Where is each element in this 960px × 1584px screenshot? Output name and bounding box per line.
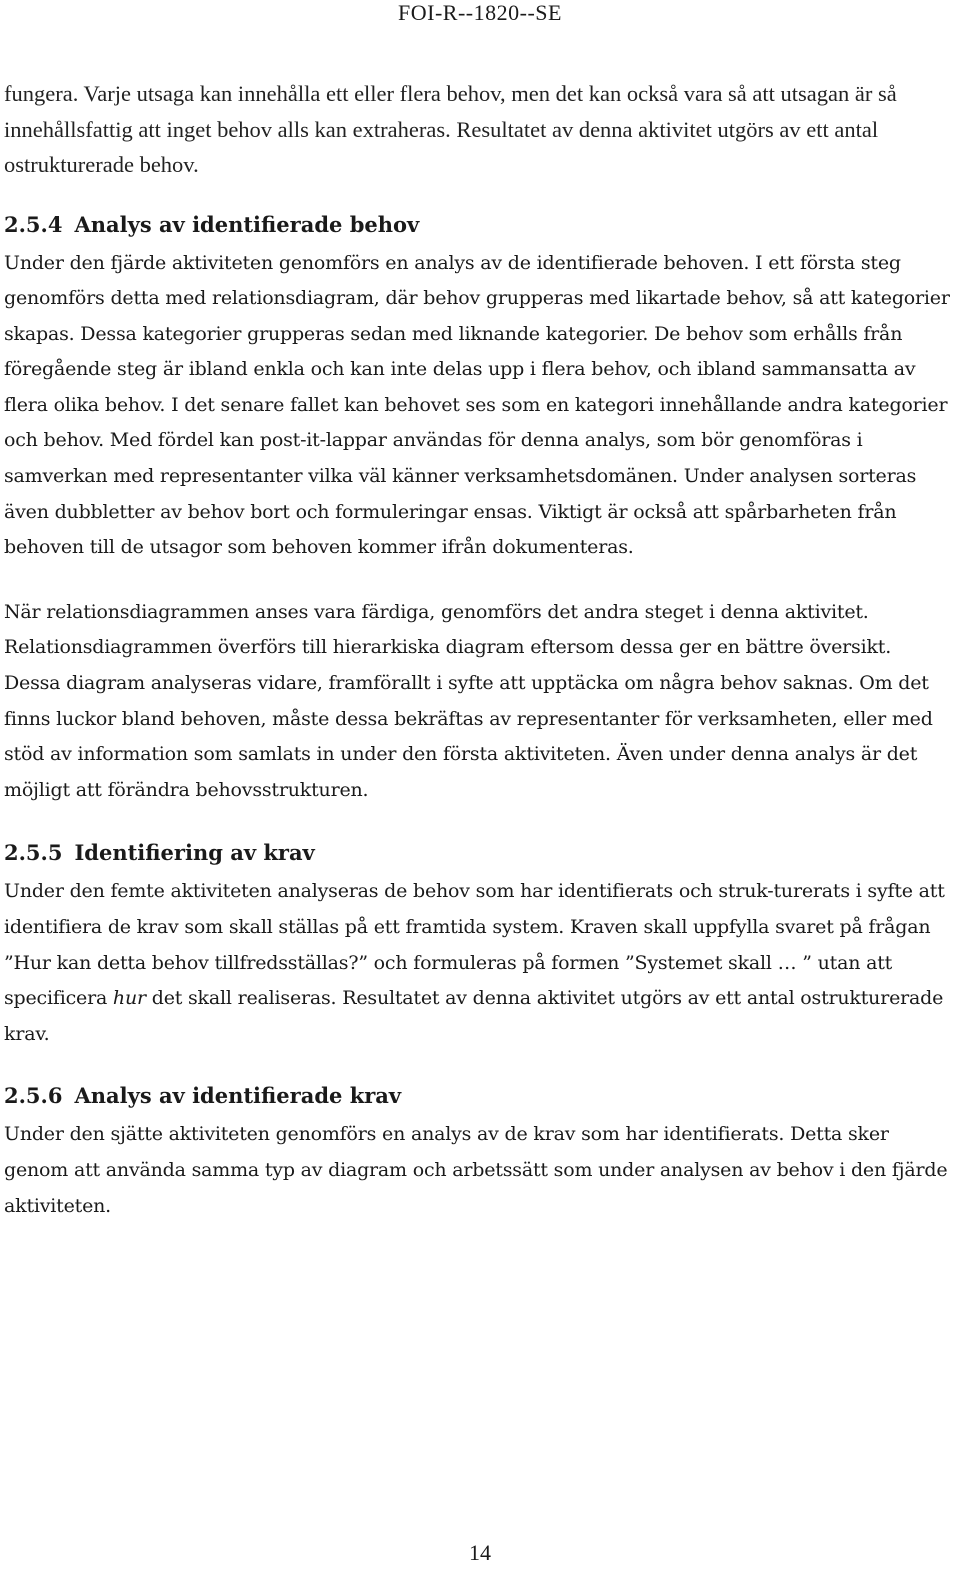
paragraph-text: Under den femte aktiviteten analyseras de behov som har identifierats och struk-turerats i syfte att identifiera de krav som skall ställas på ett framtida system. Kraven skall uppfylla svaret på frågan ”Hur kan detta behov tillfredsställas?” och formuleras på formen ”Systemet skall … ” utan att specificera [4, 880, 945, 1010]
section-title: Analys av identifierade krav [74, 1083, 402, 1109]
section-title: Analys av identifierade behov [74, 211, 420, 237]
section-number: 2.5.4 [4, 211, 63, 237]
section-2-5-6-paragraph: Under den sjätte aktiviteten genomförs en analys av de krav som har identifierats. Detta sker genom att använda samma typ av diagram och arbetssätt som under analysen av behov i den fjärde aktiviteten. [4, 1123, 948, 1217]
section-heading-2-5-4 [4, 210, 952, 240]
page-body [4, 76, 952, 1224]
intro-paragraph: fungera. Varje utsaga kan innehålla ett eller flera behov, men det kan också vara så att utsagan är så innehållsfattig att inget behov alls kan extraheras. Resultatet av denna aktivitet utgörs av ett antal ostrukturerade behov. [4, 81, 897, 177]
section-2-5-4-paragraph-2: När relationsdiagrammen anses vara färdiga, genomförs det andra steget i denna aktivitet. Relationsdiagrammen överförs till hierarkiska diagram eftersom dessa ger en bättre översikt. Dessa diagram analyseras vidare, framförallt i syfte att upptäcka om några behov saknas. Om det finns luckor bland behoven, måste dessa bekräftas av representanter för verksamheten, eller med stöd av information som samlats in under den första aktiviteten. Även under denna analys är det möjligt att förändra behovsstrukturen. [4, 600, 933, 801]
document-id-header: FOI-R--1820--SE [398, 0, 562, 25]
section-number: 2.5.6 [4, 1083, 63, 1109]
section-heading-2-5-6 [4, 1081, 952, 1111]
section-2-5-4-paragraph-1: Under den fjärde aktiviteten genomförs en analys av de identifierade behoven. I ett första steg genomförs detta med relationsdiagram, där behov grupperas med likartade behov, så att kategorier skapas. Dessa kategorier grupperas sedan med liknande kategorier. De behov som erhålls från föregående steg är ibland enkla och kan inte delas upp i flera behov, och ibland sammansatta av flera olika behov. I det senare fallet kan behovet ses som en kategori innehållande andra kategorier och behov. Med fördel kan post-it-lappar användas för denna analys, som bör genomföras i samverkan med representanter vilka väl känner verksamhetsdomänen. Under analysen sorteras även dubbletter av behov bort och formuleringar ensas. Viktigt är också att spårbarheten från behoven till de utsagor som behoven kommer ifrån dokumenteras. [4, 251, 950, 559]
section-title: Identifiering av krav [74, 840, 315, 866]
page-number: 14 [469, 1540, 491, 1565]
section-2-5-5-paragraph [4, 874, 952, 1052]
emphasis-word: hur [112, 987, 146, 1010]
section-number: 2.5.5 [4, 840, 63, 866]
paragraph-text: det skall realiseras. Resultatet av denna aktivitet utgörs av ett antal ostrukturerade krav. [4, 987, 944, 1045]
section-heading-2-5-5 [4, 838, 952, 868]
